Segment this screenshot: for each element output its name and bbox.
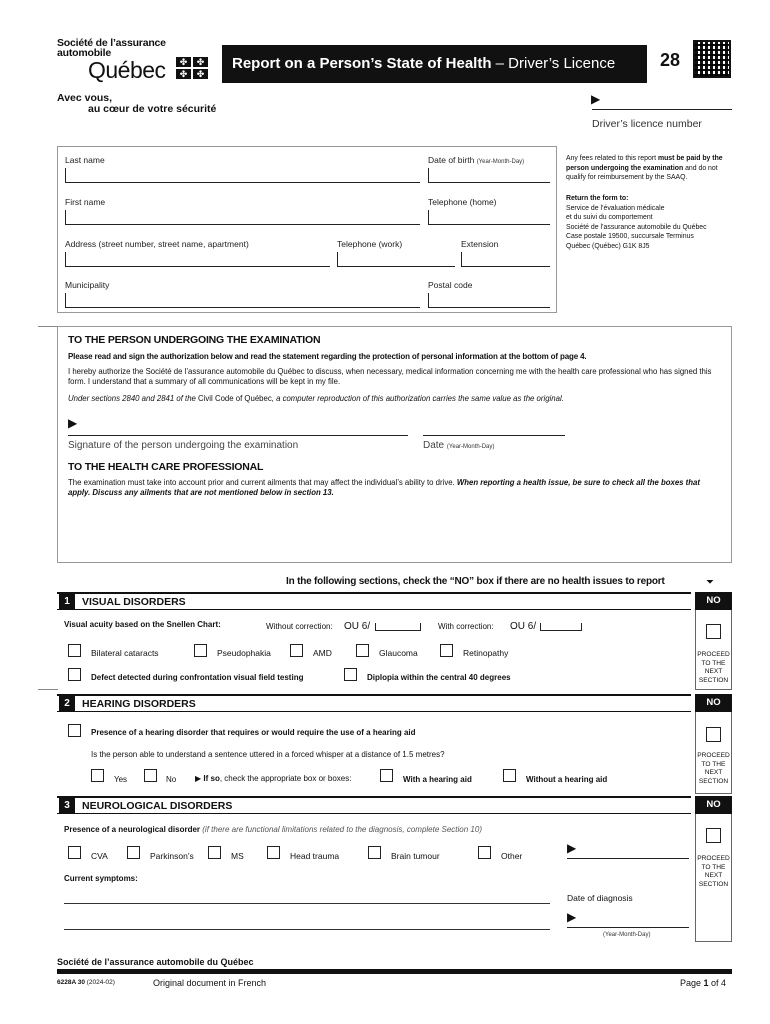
footer-form-code <box>57 979 115 986</box>
acuity-without-field[interactable] <box>375 623 421 631</box>
dob-format: (Year-Month-Day) <box>476 159 525 165</box>
current-symptoms-label: Current symptoms: <box>64 874 138 883</box>
barcode-icon <box>693 40 731 78</box>
slogan-line1: Avec vous, <box>57 92 113 104</box>
form-title-main: Report on a Person’s State of Health <box>232 55 492 72</box>
fees-note <box>566 154 736 183</box>
first-name-label: First name <box>65 197 106 207</box>
dob-field[interactable] <box>428 168 550 183</box>
hearing-disorder-label: Presence of a hearing disorder that requires or would require the use of a hearing aid <box>91 728 416 737</box>
signature-field[interactable] <box>68 412 408 436</box>
fees-note-c: and do not qualify for reimbursement by the SAAQ. <box>566 164 718 181</box>
civil-code-note <box>68 394 718 404</box>
return-line2: et du suivi du comportement <box>566 214 653 221</box>
symptoms-line-2[interactable] <box>64 929 550 930</box>
proceed-line2: TO THE <box>701 760 726 768</box>
head-trauma-checkbox[interactable] <box>267 846 280 859</box>
diagnosis-date-format: (Year-Month-Day) <box>603 932 651 938</box>
fees-note-a: Any fees related to this report <box>566 155 658 162</box>
signature-label: Signature of the person undergoing the examination <box>68 440 299 451</box>
diagnosis-date-field[interactable] <box>567 908 689 928</box>
whisper-yes-label: Yes <box>114 775 128 784</box>
pseudophakia-checkbox[interactable] <box>194 644 207 657</box>
footer-original-note: Original document in French <box>153 978 267 988</box>
brain-tumour-label: Brain tumour <box>391 851 440 861</box>
pseudophakia-label: Pseudophakia <box>217 648 271 658</box>
signature-date-label <box>423 440 494 451</box>
proceed-line1: PROCEED <box>697 752 730 759</box>
fleur-de-lis-icon: ✤ <box>193 57 208 67</box>
municipality-label: Municipality <box>65 280 110 290</box>
extension-field[interactable] <box>461 252 550 267</box>
footer-org: Société de l’assurance automobile du Québec <box>57 957 254 967</box>
fold-mark <box>38 689 58 690</box>
return-address <box>566 194 736 251</box>
section-3-number: 3 <box>59 798 75 814</box>
authorization-heading: TO THE PERSON UNDERGOING THE EXAMINATION <box>68 334 321 346</box>
arrow-right-icon: ▶ <box>195 774 202 783</box>
section-1-header <box>57 592 691 610</box>
section-2-no-checkbox[interactable] <box>706 727 721 742</box>
signature-date-format: (Year-Month-Day) <box>446 444 495 450</box>
authorization-instruction: Please read and sign the authorization below and read the statement regarding the protection of personal information at the bottom of page 4. <box>68 352 587 361</box>
parkinsons-label: Parkinson’s <box>150 851 194 861</box>
no-box-instruction: In the following sections, check the “NO” box if there are no health issues to report <box>286 576 665 587</box>
signature-date-text: Date <box>423 440 445 451</box>
licence-number-label: Driver’s licence number <box>592 118 702 130</box>
dob-label <box>428 155 524 165</box>
diplopia-checkbox[interactable] <box>344 668 357 681</box>
hcp-heading: TO THE HEALTH CARE PROFESSIONAL <box>68 461 264 473</box>
bilateral-cataracts-checkbox[interactable] <box>68 644 81 657</box>
without-hearing-aid-checkbox[interactable] <box>503 769 516 782</box>
section-1-number: 1 <box>59 594 75 610</box>
proceed-line3: NEXT <box>704 872 723 879</box>
quebec-flag-logo <box>176 57 208 79</box>
hcp-instruction-b: When reporting a health issue, be sure to check all the boxes that apply. Discuss any ailments that are not mentioned below in section 13. <box>68 478 700 497</box>
diagnosis-date-label: Date of diagnosis <box>567 893 633 903</box>
footer-code: 6228A 30 <box>57 979 85 986</box>
parkinsons-checkbox[interactable] <box>127 846 140 859</box>
proceed-line2: TO THE <box>701 863 726 871</box>
symptoms-line-1[interactable] <box>64 903 550 904</box>
arrow-right-icon: ▶ <box>68 416 78 430</box>
ms-checkbox[interactable] <box>208 846 221 859</box>
glaucoma-checkbox[interactable] <box>356 644 369 657</box>
org-name <box>57 38 166 58</box>
municipality-field[interactable] <box>65 293 420 308</box>
without-hearing-aid-label: Without a hearing aid <box>526 775 608 784</box>
other-specify-field[interactable] <box>567 842 689 859</box>
ou-label-without: OU 6/ <box>344 621 371 632</box>
slogan-line2: au cœur de votre sécurité <box>88 103 217 115</box>
acuity-with-field[interactable] <box>540 623 582 631</box>
footer-page-a: Page <box>680 978 704 988</box>
ou-label-with: OU 6/ <box>510 621 537 632</box>
postal-code-label: Postal code <box>428 280 473 290</box>
tel-work-label: Telephone (work) <box>337 239 403 249</box>
proceed-line1: PROCEED <box>697 651 730 658</box>
section-2-number: 2 <box>59 696 75 712</box>
diplopia-label: Diplopia within the central 40 degrees <box>367 673 511 682</box>
whisper-no-checkbox[interactable] <box>144 769 157 782</box>
section-3-no-checkbox[interactable] <box>706 828 721 843</box>
visual-field-defect-label: Defect detected during confrontation visual field testing <box>91 673 304 682</box>
return-line4: Case postale 19500, succursale Terminus <box>566 233 694 240</box>
retinopathy-checkbox[interactable] <box>440 644 453 657</box>
form-title-sub: – Driver’s Licence <box>495 55 616 72</box>
section-3-header <box>57 796 691 814</box>
form-number: 28 <box>660 50 681 70</box>
hcp-instruction <box>68 478 718 498</box>
proceed-line3: NEXT <box>704 668 723 675</box>
with-hearing-aid-label: With a hearing aid <box>403 775 472 784</box>
brain-tumour-checkbox[interactable] <box>368 846 381 859</box>
whisper-question: Is the person able to understand a sentence uttered in a forced whisper at a distance of 1.5 metres? <box>91 750 445 759</box>
authorization-body: I hereby authorize the Société de l’assurance automobile du Québec to discuss, when necessary, medical information concerning me with the health care professional who has signed this form. I understand that a summary of all communications will be kept in my file. <box>68 367 712 386</box>
section-2-header <box>57 694 691 712</box>
fees-note-b: must be paid by the person undergoing the examination <box>566 155 723 172</box>
neuro-presence-bold: Presence of a neurological disorder <box>64 825 201 834</box>
extension-label: Extension <box>461 239 499 249</box>
tel-home-field[interactable] <box>428 210 550 225</box>
retinopathy-label: Retinopathy <box>463 648 509 658</box>
section-3-no-badge: NO <box>695 796 732 814</box>
postal-code-field[interactable] <box>428 293 550 308</box>
neuro-presence-label <box>64 825 482 834</box>
slogan <box>57 93 216 115</box>
fleur-de-lis-icon: ✤ <box>176 69 191 79</box>
head-trauma-label: Head trauma <box>290 851 340 861</box>
address-field[interactable] <box>65 252 330 267</box>
amd-checkbox[interactable] <box>290 644 303 657</box>
form-title <box>222 45 647 83</box>
amd-label: AMD <box>313 648 332 658</box>
arrow-right-icon: ▶ <box>567 841 577 855</box>
last-name-label: Last name <box>65 155 105 165</box>
section-1-proceed <box>695 651 732 685</box>
hcp-instruction-a: The examination must take into account prior and current ailments that may affect the individual’s ability to drive. <box>68 478 457 487</box>
civil-code-c: , a computer reproduction of this authorization carries the same value as the original. <box>271 394 564 403</box>
arrow-right-icon: ▶ <box>567 910 577 924</box>
if-so-bold: If so <box>203 774 220 783</box>
fold-mark <box>38 326 58 327</box>
section-2-proceed <box>695 752 732 786</box>
whisper-no-label: No <box>166 775 177 784</box>
civil-code-a: Under sections 2840 and 2841 of the <box>68 394 199 403</box>
org-name-line1: Société de l’assurance <box>57 37 166 49</box>
arrow-down-icon: ⏷ <box>706 577 714 588</box>
arrow-right-icon: ▶ <box>591 92 601 106</box>
hearing-disorder-checkbox[interactable] <box>68 724 81 737</box>
if-so-label <box>195 774 351 783</box>
with-hearing-aid-checkbox[interactable] <box>380 769 393 782</box>
acuity-label: Visual acuity based on the Snellen Chart: <box>64 620 221 629</box>
section-2-title: HEARING DISORDERS <box>82 698 196 710</box>
return-line3: Société de l’assurance automobile du Québec <box>566 223 707 231</box>
cva-checkbox[interactable] <box>68 846 81 859</box>
if-so-rest: , check the appropriate box or boxes: <box>219 774 352 783</box>
address-label: Address (street number, street name, apartment) <box>65 239 249 249</box>
tel-work-field[interactable] <box>337 252 455 267</box>
section-1-no-checkbox[interactable] <box>706 624 721 639</box>
section-3-proceed <box>695 855 732 889</box>
visual-field-defect-checkbox[interactable] <box>68 668 81 681</box>
org-name-line2: automobile <box>57 47 112 59</box>
other-checkbox[interactable] <box>478 846 491 859</box>
bilateral-cataracts-label: Bilateral cataracts <box>91 648 159 658</box>
signature-date-field[interactable] <box>423 412 565 436</box>
proceed-line1: PROCEED <box>697 855 730 862</box>
return-line1: Service de l’évaluation médicale <box>566 204 665 212</box>
footer-page <box>680 978 726 988</box>
civil-code-b: Civil Code of Québec <box>198 394 272 403</box>
dob-label-text: Date of birth <box>428 155 475 165</box>
fleur-de-lis-icon: ✤ <box>193 69 208 79</box>
tel-home-label: Telephone (home) <box>428 197 497 207</box>
glaucoma-label: Glaucoma <box>379 648 418 658</box>
fleur-de-lis-icon: ✤ <box>176 57 191 67</box>
whisper-yes-checkbox[interactable] <box>91 769 104 782</box>
quebec-wordmark: Québec <box>88 57 166 83</box>
proceed-line4: SECTION <box>698 676 729 684</box>
return-line5: Québec (Québec) G1K 8J5 <box>566 242 650 250</box>
licence-number-field[interactable] <box>592 92 732 110</box>
proceed-line2: TO THE <box>701 659 726 667</box>
section-3-title: NEUROLOGICAL DISORDERS <box>82 800 233 812</box>
proceed-line4: SECTION <box>698 880 729 888</box>
footer-rule <box>57 969 732 974</box>
proceed-line3: NEXT <box>704 769 723 776</box>
neuro-presence-note: (if there are functional limitations related to the diagnosis, complete Section 10) <box>200 825 482 834</box>
cva-label: CVA <box>91 851 108 861</box>
proceed-line4: SECTION <box>698 777 729 785</box>
without-correction-label: Without correction: <box>266 622 333 631</box>
footer-page-num: 1 <box>703 978 709 988</box>
last-name-field[interactable] <box>65 168 420 183</box>
footer-code-date: (2024-02) <box>86 979 115 986</box>
section-1-no-badge: NO <box>695 592 732 610</box>
with-correction-label: With correction: <box>438 622 494 631</box>
return-title: Return the form to: <box>566 195 629 202</box>
first-name-field[interactable] <box>65 210 420 225</box>
footer-page-b: of 4 <box>708 978 727 988</box>
section-1-title: VISUAL DISORDERS <box>82 596 186 608</box>
section-2-no-badge: NO <box>695 694 732 712</box>
ms-label: MS <box>231 851 244 861</box>
other-label: Other <box>501 851 523 861</box>
